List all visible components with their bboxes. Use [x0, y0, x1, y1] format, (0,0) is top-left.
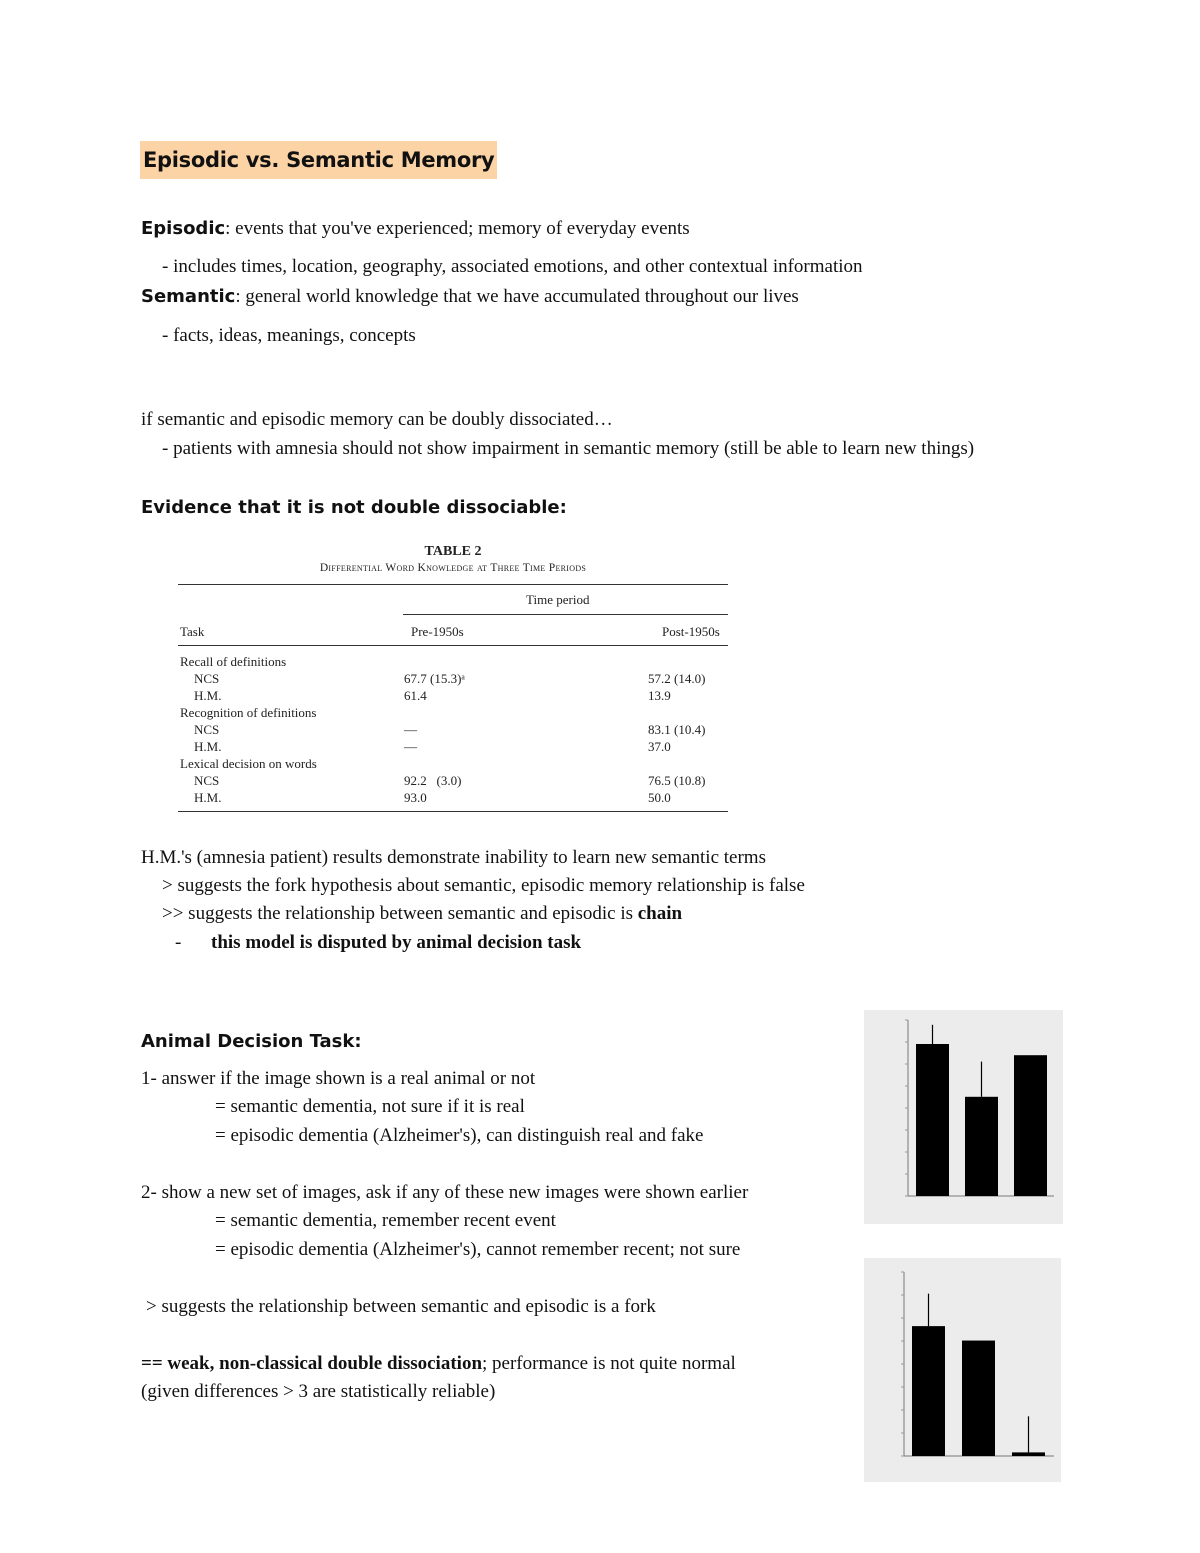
table-cell-task: Lexical decision on words: [180, 756, 317, 771]
semantic-def-text: : general world knowledge that we have accumulated throughout our lives: [235, 286, 799, 307]
table-cell-post: 50.0: [648, 790, 671, 805]
semantic-definition: [141, 286, 799, 308]
bar: [1012, 1452, 1045, 1456]
episodic-detail: - includes times, location, geography, associated emotions, and other contextual information: [162, 256, 863, 277]
dissociation-line2: - patients with amnesia should not show impairment in semantic memory (still be able to learn new things): [162, 438, 975, 459]
evidence-heading: Evidence that it is not double dissociable:: [141, 497, 567, 518]
table-col-pre: Pre-1950s: [411, 624, 464, 639]
table-cell-pre: 92.2 (3.0): [404, 773, 462, 788]
word-knowledge-table: [178, 540, 728, 810]
table-cell-pre: —: [404, 722, 417, 737]
table-top-rule: [178, 584, 728, 585]
animal-item2: 2- show a new set of images, ask if any of these new images were shown earlier: [141, 1182, 749, 1203]
page-title: Episodic vs. Semantic Memory: [140, 141, 497, 179]
hm-line3-text: >> suggests the relationship between semantic and episodic is: [162, 903, 638, 924]
table-cell-task: H.M.: [194, 790, 222, 805]
animal-final-rest: ; performance is not quite normal: [482, 1353, 736, 1374]
bar: [965, 1097, 998, 1196]
table-cell-post: 13.9: [648, 688, 671, 703]
table-header-rule: [178, 645, 728, 646]
bar: [962, 1341, 995, 1456]
table-cell-task: Recall of definitions: [180, 654, 287, 669]
bar: [1014, 1055, 1047, 1196]
animal-item1-b: = episodic dementia (Alzheimer's), can distinguish real and fake: [215, 1125, 704, 1146]
table-cell-task: Recognition of definitions: [180, 705, 317, 720]
animal-final-bold: == weak, non-classical double dissociation: [141, 1353, 483, 1374]
animal-item2-a: = semantic dementia, remember recent event: [215, 1210, 556, 1231]
table-cell-pre: 61.4: [404, 688, 427, 703]
semantic-detail: - facts, ideas, meanings, concepts: [162, 325, 416, 346]
table-bottom-rule: [178, 811, 728, 812]
table-title: TABLE 2: [424, 544, 482, 559]
chart-recognition-memory: [864, 1258, 1061, 1482]
table-cell-pre: —: [404, 739, 417, 754]
chart-real-vs-fake: [864, 1010, 1063, 1224]
animal-item1: 1- answer if the image shown is a real animal or not: [141, 1068, 536, 1089]
chart-recognition-memory-svg: [864, 1258, 1061, 1482]
hm-line2: > suggests the fork hypothesis about semantic, episodic memory relationship is false: [162, 875, 805, 896]
table-col-post: Post-1950s: [662, 624, 720, 639]
table-cell-post: 57.2 (14.0): [648, 671, 706, 686]
chart-real-vs-fake-svg: [864, 1010, 1063, 1224]
hm-bullet-dash: -: [175, 932, 182, 953]
episodic-term: Episodic: [141, 218, 226, 239]
hm-bullet-text: this model is disputed by animal decision task: [211, 932, 582, 953]
hm-line1: H.M.'s (amnesia patient) results demonstrate inability to learn new semantic terms: [141, 847, 766, 868]
table-col-task: Task: [180, 624, 205, 639]
episodic-definition: [141, 218, 690, 240]
table-group-rule: [403, 614, 728, 615]
table-cell-task: NCS: [194, 671, 220, 686]
table-cell-pre: 93.0: [404, 790, 427, 805]
animal-item2-b: = episodic dementia (Alzheimer's), cannot remember recent; not sure: [215, 1239, 741, 1260]
bar: [912, 1326, 945, 1456]
animal-conclusion: > suggests the relationship between semantic and episodic is a fork: [146, 1296, 656, 1317]
semantic-term: Semantic: [141, 286, 236, 307]
table-cell-post: 76.5 (10.8): [648, 773, 706, 788]
table-cell-post: 37.0: [648, 739, 671, 754]
table-cell-task: H.M.: [194, 688, 222, 703]
animal-item1-a: = semantic dementia, not sure if it is real: [215, 1096, 525, 1117]
bar: [916, 1044, 949, 1196]
animal-final-line2: (given differences > 3 are statistically reliable): [141, 1381, 496, 1402]
table-subtitle: Differential Word Knowledge at Three Time Periods: [319, 562, 587, 574]
dissociation-line1: if semantic and episodic memory can be doubly dissociated…: [141, 409, 613, 430]
animal-task-heading: Animal Decision Task:: [141, 1031, 362, 1052]
hm-line3-bold: chain: [637, 903, 683, 924]
table-cell-post: 83.1 (10.4): [648, 722, 706, 737]
table-cell-task: H.M.: [194, 739, 222, 754]
episodic-def-text: : events that you've experienced; memory of everyday events: [225, 218, 690, 239]
animal-final-line1: [141, 1353, 736, 1375]
table-cell-task: NCS: [194, 773, 220, 788]
table-cell-pre: 67.7 (15.3)ᵃ: [404, 671, 465, 686]
table-group-header: Time period: [526, 592, 590, 607]
hm-line3: [162, 903, 682, 925]
table-cell-task: NCS: [194, 722, 220, 737]
